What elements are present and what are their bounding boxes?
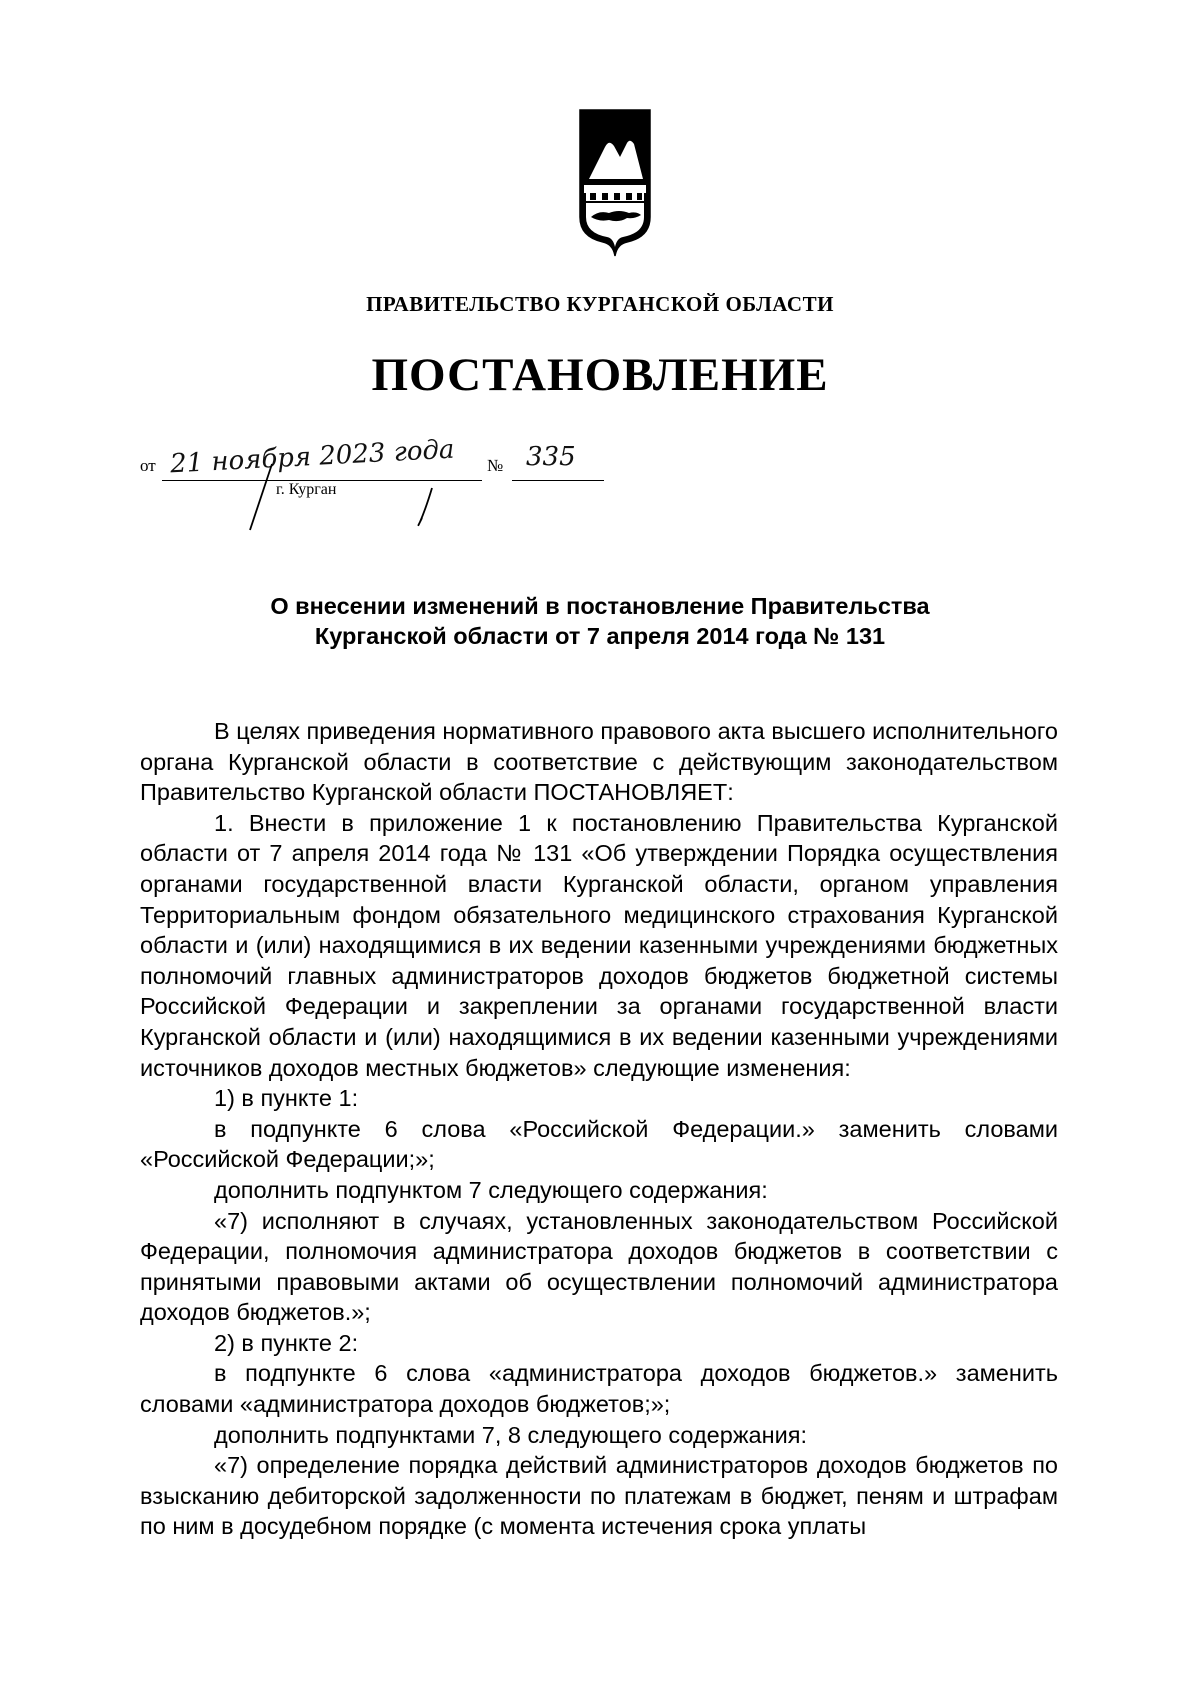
handwritten-number: 335 [526,442,576,472]
document-subject [140,591,1060,651]
document-body [140,716,1058,1542]
body-paragraph: В целях приведения нормативного правового акта высшего исполнительного органа Курганской области в соответствие с действующим законодательством Правительство Курганской области ПОСТАНОВЛЯЕТ: [140,718,1058,806]
body-paragraph: 2) в пункте 2: [214,1329,359,1356]
dateline [140,434,660,538]
subject-line-1: О внесении изменений в постановление Правительства [270,593,930,619]
coat-of-arms-emblem [579,109,651,257]
signature-strokes [240,458,440,538]
number-label: № [487,456,504,475]
number-underline [512,480,604,481]
body-paragraph: 1. Внести в приложение 1 к постановлению Правительства Курганской области от 7 апреля 2014 года № 131 «Об утверждении Порядка осуществления органами государственной власти Курганской области, органом управления Территориальным фондом обязательного медицинского страхования Курганской области и (или) находящимися в их ведении казенными учреждениями бюджетных полномочий главных администраторов доходов бюджетов бюджетной системы Российской Федерации и закреплении за органами государственной власти Курганской области и (или) находящимися в их ведении казенными учреждениями источников доходов местных бюджетов» следующие изменения: [140,809,1058,1081]
body-paragraph: «7) исполняют в случаях, установленных законодательством Российской Федерации, полномочия администратора доходов бюджетов в соответствии с принятыми правовыми актами об осуществлении полномочий администратора доходов бюджетов.»; [140,1207,1058,1326]
subject-line-2: Курганской области от 7 апреля 2014 года № 131 [314,623,886,649]
organization-name: ПРАВИТЕЛЬСТВО КУРГАНСКОЙ ОБЛАСТИ [366,292,834,316]
city-label: г. Курган [276,481,337,498]
body-paragraph: в подпункте 6 слова «администратора доходов бюджетов.» заменить словами «администратора доходов бюджетов;»; [140,1360,1058,1418]
kurgan-coat-of-arms-icon [579,109,651,257]
body-paragraph: «7) определение порядка действий администраторов доходов бюджетов по взысканию дебиторской задолженности по платежам в бюджет, пеням и штрафам по ним в досудебном порядке (с момента истечения срока уплаты [140,1452,1058,1540]
document-type: ПОСТАНОВЛЕНИЕ [371,349,829,401]
handwritten-date: 21 ноября 2023 года [169,434,456,480]
body-paragraph: дополнить подпунктами 7, 8 следующего содержания: [214,1421,807,1448]
body-paragraph: в подпункте 6 слова «Российской Федерации.» заменить словами «Российской Федерации;»; [140,1115,1058,1173]
body-paragraph: дополнить подпунктом 7 следующего содержания: [214,1176,768,1203]
date-from-label: от [140,456,156,475]
body-paragraph: 1) в пункте 1: [214,1085,359,1112]
